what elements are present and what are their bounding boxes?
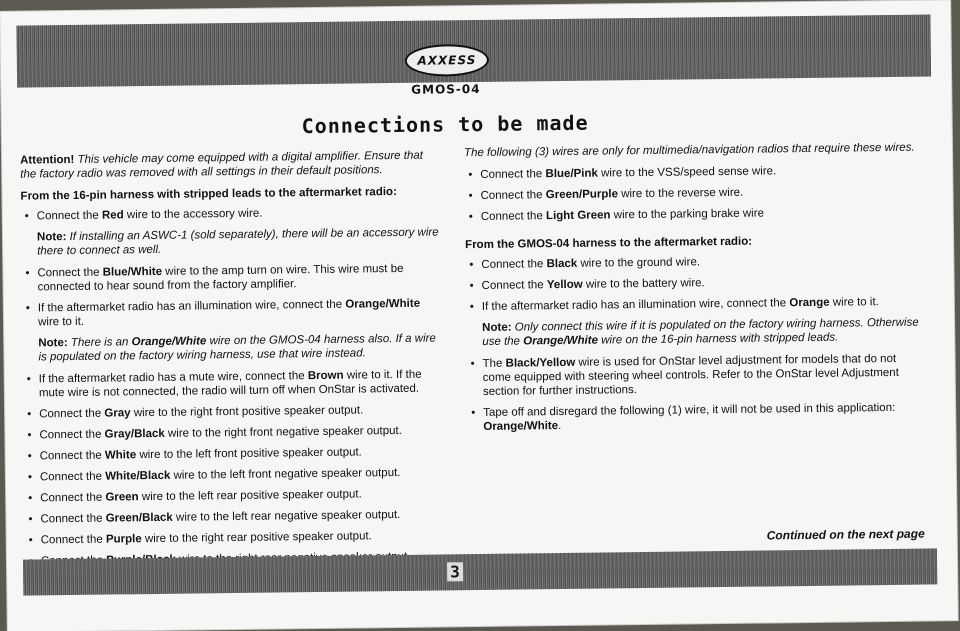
right-intro: The following (3) wires are only for multimedia/navigation radios that require these wires.	[463, 141, 915, 160]
note	[482, 316, 926, 349]
note-label: Note:	[482, 321, 512, 334]
right-column	[464, 141, 928, 442]
note-text: Only connect this wire if it is populated on the factory wiring harness. Otherwise use the	[482, 316, 919, 348]
wire-color: Gray	[104, 407, 131, 420]
list-item	[21, 261, 441, 294]
wire-color: Green/Purple	[545, 188, 619, 202]
item-text: Connect the	[39, 407, 105, 421]
model-code: GMOS-04	[411, 81, 481, 97]
wire-color: White/Black	[105, 469, 171, 483]
note-text: wire on the 16-pin harness with stripped leads.	[597, 331, 839, 347]
wire-color: Orange/White	[345, 297, 421, 311]
item-text: Connect the	[40, 512, 106, 526]
list-item	[24, 486, 444, 505]
wire-color: Black	[546, 257, 578, 271]
wire-color: Green	[105, 491, 139, 504]
item-text: wire to the ground wire.	[577, 256, 701, 270]
page-number: 3	[447, 562, 463, 581]
wire-color: Red	[101, 209, 124, 222]
note	[38, 331, 442, 364]
item-text: Connect the	[480, 210, 547, 223]
wire-color: Light Green	[545, 209, 611, 223]
wire-color: Orange/White	[483, 420, 559, 433]
list-item	[465, 205, 925, 225]
list-item	[467, 401, 927, 435]
list-item	[24, 444, 444, 463]
item-text: wire is used for OnStar level adjustment for models that do not come equipped with steering wheel controls. Refer to the OnStar level Adjustment section for further instructions.	[482, 352, 899, 398]
wire-color: Brown	[307, 369, 344, 383]
item-text: Connect the	[39, 428, 105, 442]
note-text: There is an	[70, 336, 132, 349]
item-text: wire to the left rear positive speaker output.	[138, 488, 362, 504]
item-text: Connect the	[36, 209, 103, 223]
list-item	[22, 296, 442, 329]
list-item	[467, 352, 927, 400]
item-text: wire to the accessory wire.	[123, 207, 263, 222]
list-item	[464, 163, 924, 183]
list-item	[23, 402, 443, 421]
wire-color: Gray/Black	[104, 427, 165, 441]
item-text: Connect the	[39, 449, 105, 463]
list-item	[466, 274, 926, 294]
item-text: Connect the	[40, 533, 106, 547]
item-text: wire to the left rear negative speaker output.	[172, 508, 401, 524]
page-title: Connections to be made	[301, 110, 589, 139]
item-text: Connect the	[480, 189, 546, 202]
attention-label: Attention!	[19, 153, 75, 167]
item-text: wire to the parking brake wire	[610, 207, 764, 222]
item-text: wire to the right front negative speaker output.	[164, 424, 402, 440]
item-text: .	[558, 420, 562, 433]
item-text: wire to the battery wire.	[582, 277, 705, 291]
item-text: Connect the	[39, 470, 106, 484]
note-text: wire on the GMOS-04 harness also. If a wire is populated on the factory wiring harness, use that wire instead.	[38, 332, 436, 364]
wire-color: Blue/Pink	[545, 167, 598, 181]
item-text: wire to it.	[829, 296, 879, 309]
list-item	[23, 367, 443, 400]
list-item	[464, 184, 924, 204]
item-text: If the aftermarket radio has an illumination wire, connect the	[37, 298, 346, 315]
item-text: Connect the	[37, 266, 103, 280]
wire-color: Green/Black	[105, 511, 173, 525]
wire-color: White	[104, 449, 137, 462]
logo-text: AXXESS	[417, 53, 477, 68]
item-text: wire to the left front positive speaker output.	[136, 446, 362, 462]
item-text: wire to the right front positive speaker output.	[130, 404, 364, 420]
left-heading: From the 16-pin harness with stripped leads to the aftermarket radio:	[20, 185, 397, 203]
wire-color: Black/Yellow	[505, 356, 576, 370]
list-item	[25, 528, 445, 547]
item-text: Connect the	[480, 168, 546, 181]
wire-color: Orange	[789, 296, 830, 310]
item-text: If the aftermarket radio has an illumination wire, connect the	[481, 297, 790, 313]
note-label: Note:	[38, 337, 68, 350]
note-label: Note:	[36, 231, 67, 244]
wire-color: Yellow	[546, 278, 583, 292]
item-text: wire to it.	[37, 315, 85, 329]
item-text: wire to the right rear positive speaker output.	[141, 530, 372, 546]
list-item	[23, 423, 443, 442]
left-column	[20, 148, 445, 575]
list-item	[24, 465, 444, 484]
item-text: The	[482, 357, 506, 370]
item-text: Connect the	[481, 279, 547, 292]
wire-color: Orange/White	[131, 335, 207, 349]
note-text: If installing an ASWC-1 (sold separately), there will be an accessory wire there to connect as well.	[37, 226, 439, 258]
wire-color: Blue/White	[102, 265, 163, 279]
wire-color: Purple	[105, 533, 142, 546]
attention-paragraph	[20, 148, 440, 181]
item-text: Connect the	[481, 258, 547, 271]
note	[37, 225, 441, 258]
item-text: wire to the reverse wire.	[617, 186, 744, 201]
right-heading: From the GMOS-04 harness to the aftermarket radio:	[465, 235, 753, 252]
item-text: wire to the left front negative speaker output.	[170, 466, 401, 482]
list-item	[24, 507, 444, 526]
list-item	[21, 204, 441, 223]
attention-text: This vehicle may come equipped with a digital amplifier. Ensure that the factory radio was removed with all settings in their default positions.	[20, 149, 424, 181]
continued-note: Continued on the next page	[766, 526, 925, 543]
item-text: If the aftermarket radio has a mute wire, connect the	[38, 370, 308, 386]
item-text: Connect the	[40, 491, 106, 505]
item-text: wire to the VSS/speed sense wire.	[597, 165, 777, 180]
item-text: Tape off and disregard the following (1) wire, it will not be used in this application:	[483, 401, 896, 419]
list-item	[465, 253, 925, 273]
item-text: wire to it. If the mute wire is not connected, the radio will turn off when OnStar is activated.	[38, 368, 422, 400]
wire-color: Orange/White	[523, 334, 599, 348]
item-text: wire to the amp turn on wire. This wire must be connected to hear sound from the factory amplifier.	[37, 262, 404, 294]
list-item	[466, 295, 926, 315]
